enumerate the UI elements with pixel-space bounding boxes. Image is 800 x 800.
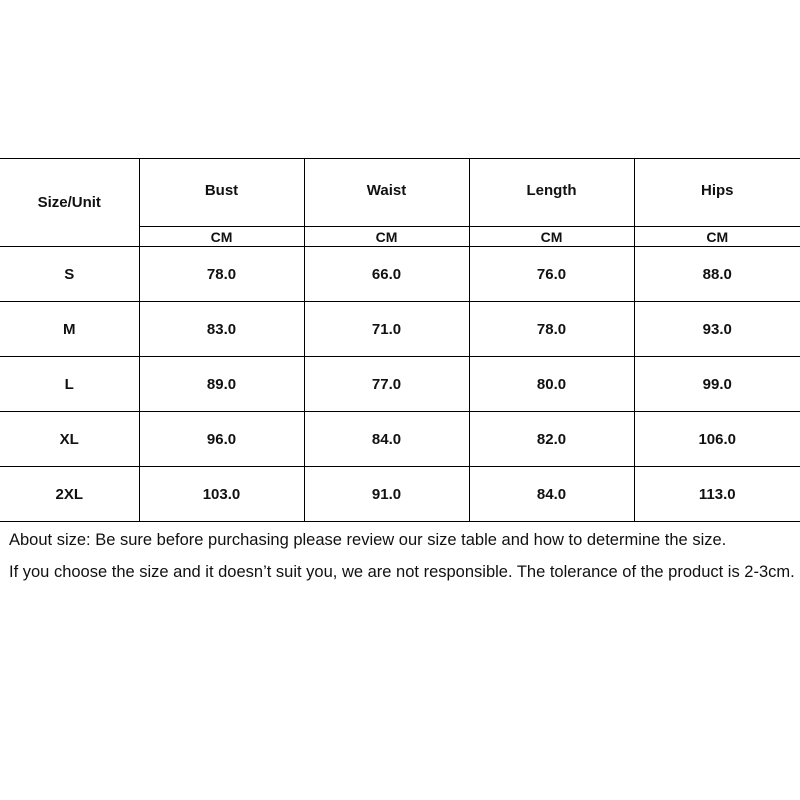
waist-value: 91.0: [304, 467, 469, 522]
waist-value: 77.0: [304, 357, 469, 412]
hips-header: Hips: [634, 159, 800, 227]
size-chart-table: [0, 158, 800, 522]
size-label: XL: [0, 412, 139, 467]
waist-value: 71.0: [304, 302, 469, 357]
size-label: S: [0, 247, 139, 302]
size-label: M: [0, 302, 139, 357]
length-header: Length: [469, 159, 634, 227]
length-value: 84.0: [469, 467, 634, 522]
table-row-s: [0, 247, 800, 302]
hips-unit: CM: [634, 227, 800, 247]
bust-value: 103.0: [139, 467, 304, 522]
waist-value: 84.0: [304, 412, 469, 467]
length-value: 80.0: [469, 357, 634, 412]
size-unit-header: Size/Unit: [0, 159, 139, 247]
table-row-2xl: [0, 467, 800, 522]
length-value: 76.0: [469, 247, 634, 302]
bust-unit: CM: [139, 227, 304, 247]
bust-header: Bust: [139, 159, 304, 227]
bust-value: 78.0: [139, 247, 304, 302]
table-row-l: [0, 357, 800, 412]
size-label: 2XL: [0, 467, 139, 522]
size-note-line-2: If you choose the size and it doesn’t suit you, we are not responsible. The tolerance of the product is 2-3cm.: [9, 563, 795, 581]
size-notes: [9, 524, 795, 588]
hips-value: 106.0: [634, 412, 800, 467]
waist-value: 66.0: [304, 247, 469, 302]
size-label: L: [0, 357, 139, 412]
bust-value: 96.0: [139, 412, 304, 467]
hips-value: 99.0: [634, 357, 800, 412]
table-row-m: [0, 302, 800, 357]
bust-value: 83.0: [139, 302, 304, 357]
length-value: 82.0: [469, 412, 634, 467]
table-row-xl: [0, 412, 800, 467]
hips-value: 113.0: [634, 467, 800, 522]
length-unit: CM: [469, 227, 634, 247]
table-header-row: [0, 159, 800, 227]
waist-unit: CM: [304, 227, 469, 247]
waist-header: Waist: [304, 159, 469, 227]
hips-value: 88.0: [634, 247, 800, 302]
length-value: 78.0: [469, 302, 634, 357]
size-note-line-1: About size: Be sure before purchasing please review our size table and how to determine the size.: [9, 531, 727, 549]
bust-value: 89.0: [139, 357, 304, 412]
hips-value: 93.0: [634, 302, 800, 357]
